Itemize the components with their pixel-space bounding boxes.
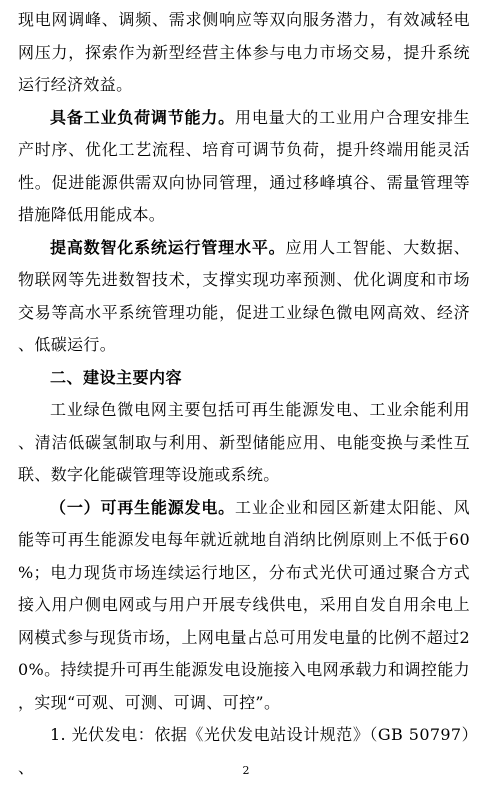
section-intro: 工业绿色微电网主要包括可再生能源发电、工业余能利用、清洁低碳氢制取与利用、新型储能应用、电能变换与柔性互联、数字化能碳管理等设施或系统。 (18, 400, 470, 484)
paragraph-digital-intelligent-management (18, 232, 470, 362)
document-page (18, 4, 470, 784)
paragraph-body: 用电量大的工业用户合理安排生产时序、优化工艺流程、培育可调节负荷，提升终端用能灵活性。促进能源供需双向协同管理，通过移峰填谷、需量管理等措施降低用能成本。 (18, 107, 470, 224)
subsection-body: 工业企业和园区新建太阳能、风能等可再生能源发电每年就近就地自消纳比例原则上不低于60%；电力现货市场连续运行地区，分布式光伏可通过聚合方式接入用户侧电网或与用户开展专线供电，采用自发自用余电上网模式参与现货市场，上网电量占总可用发电量的比例不超过20%。持续提升可再生能源发电设施接入电网承载力和调控能力，实现“可观、可测、可调、可控”。 (18, 497, 470, 712)
paragraph-continuation (18, 4, 470, 102)
paragraph-lead: 提高数智化系统运行管理水平。 (50, 237, 286, 257)
subsection-lead: （一）可再生能源发电。 (50, 497, 235, 517)
paragraph-industrial-load-regulation (18, 102, 470, 232)
page-number: 2 (242, 764, 250, 777)
section-heading: 二、建设主要内容 (50, 367, 183, 387)
list-item-photovoltaic: 1. 光伏发电：依据《光伏发电站设计规范》（GB 50797）、 (18, 725, 470, 777)
subsection-renewable-generation (18, 492, 470, 720)
paragraph-body: 现电网调峰、调频、需求侧响应等双向服务潜力，有效减轻电网压力，探索作为新型经营主体参与电力市场交易，提升系统运行经济效益。 (18, 10, 470, 94)
paragraph-lead: 具备工业负荷调节能力。 (50, 107, 235, 127)
paragraph-body: 应用人工智能、大数据、物联网等先进数智技术，支撑实现功率预测、优化调度和市场交易等高水平系统管理功能，促进工业绿色微电网高效、经济、低碳运行。 (18, 237, 471, 354)
